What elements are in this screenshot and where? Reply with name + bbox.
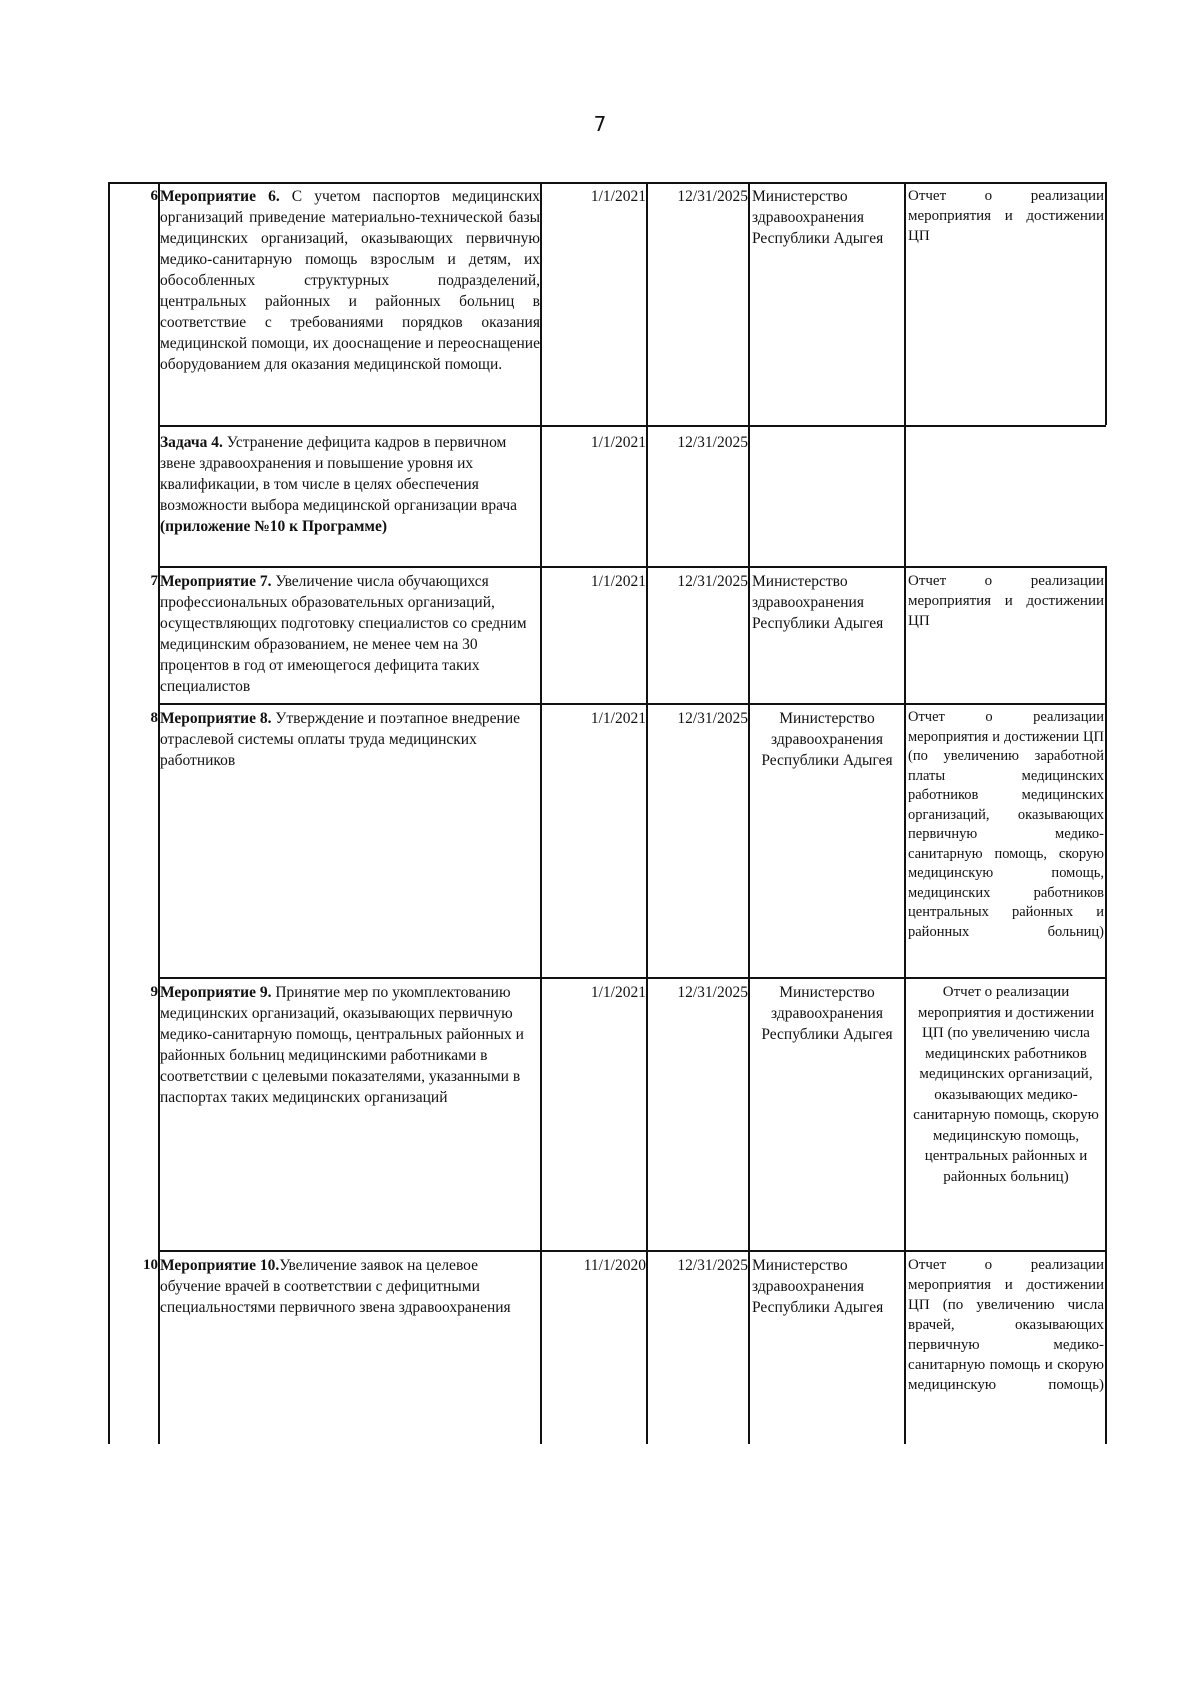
task-description xyxy=(160,432,540,537)
row-separator xyxy=(158,1250,1106,1252)
start-date: 1/1/2021 xyxy=(590,434,646,451)
row-title: Мероприятие 9. xyxy=(160,984,272,1001)
end-date: 12/31/2025 xyxy=(677,434,748,451)
row-separator xyxy=(158,425,1106,427)
page-number: 7 xyxy=(593,112,607,136)
end-date: 12/31/2025 xyxy=(677,710,748,727)
responsible: Министерство здравоохранения Республики Адыгея xyxy=(761,710,893,769)
row-text: С учетом паспортов медицинских организаций приведение материально-технической базы медицинских организаций, оказывающих первичную медико-санитарную помощь взрослым и детям, их обособленных структурных подразделений, центральных районных и районных больниц в соответствие с требованиями порядков оказания медицинской помощи, их дооснащение и переоснащение оборудованием для оказания медицинской помощи. xyxy=(160,188,540,373)
row-description xyxy=(160,186,540,375)
start-date: 11/1/2020 xyxy=(583,1257,646,1274)
table-border-top xyxy=(108,182,1106,184)
result: Отчет о реализации мероприятия и достижении ЦП xyxy=(908,188,1104,244)
activities-table xyxy=(108,182,1108,1444)
row-number: 7 xyxy=(150,573,158,589)
row-description xyxy=(160,982,540,1108)
result: Отчет о реализации мероприятия и достижении ЦП (по увеличению числа врачей, оказывающих первичную медико-санитарную помощь и скорую медицинскую помощь) xyxy=(908,1257,1104,1393)
row-number: 8 xyxy=(150,710,158,726)
end-date: 12/31/2025 xyxy=(677,188,748,205)
result-cell-border xyxy=(1105,703,1107,977)
row-text: Принятие мер по укомплектованию медицинских организаций, оказывающих первичную медико-санитарную помощь, центральных районных и районных больниц медицинскими работниками в соответствии с целевыми показателями, указанными в паспортах таких медицинских организаций xyxy=(160,984,524,1106)
row-separator xyxy=(158,703,1106,705)
row-description xyxy=(160,571,540,697)
result: Отчет о реализации мероприятия и достижении ЦП (по увеличению заработной платы медицинских работников медицинских организаций, оказывающих первичную медико-санитарную помощь, скорую медицинскую помощь, медицинских работников центральных районных и районных больниц) xyxy=(908,709,1104,940)
start-date: 1/1/2021 xyxy=(590,188,646,205)
responsible: Министерство здравоохранения Республики Адыгея xyxy=(761,984,893,1043)
result: Отчет о реализации мероприятия и достижении ЦП xyxy=(908,573,1104,629)
end-date: 12/31/2025 xyxy=(677,984,748,1001)
column-divider-responsible xyxy=(904,182,906,1444)
column-divider-end xyxy=(748,182,750,1444)
task-text: Устранение дефицита кадров в первичном звене здравоохранения и повышение уровня их квалификации, в том числе в целях обеспечения возможности выбора медицинской организации врача xyxy=(160,434,518,514)
result-cell-border xyxy=(1105,977,1107,1250)
start-date: 1/1/2021 xyxy=(590,710,646,727)
row-number: 10 xyxy=(143,1257,158,1273)
row-number: 9 xyxy=(150,984,158,1000)
responsible: Министерство здравоохранения Республики Адыгея xyxy=(752,1257,884,1316)
start-date: 1/1/2021 xyxy=(590,573,646,590)
row-description xyxy=(160,1255,540,1318)
responsible: Министерство здравоохранения Республики Адыгея xyxy=(752,188,884,247)
task-appendix: (приложение №10 к Программе) xyxy=(160,518,387,535)
row-title: Мероприятие 7. xyxy=(160,573,272,590)
result: Отчет о реализации мероприятия и достижении ЦП (по увеличению числа медицинских работников медицинских организаций, оказывающих медико-санитарную помощь, скорую медицинскую помощь, центральных районных и районных больниц) xyxy=(913,984,1099,1185)
end-date: 12/31/2025 xyxy=(677,573,748,590)
row-text: Увеличение числа обучающихся профессиональных образовательных организаций, осуществляющих подготовку специалистов со средним медицинским образованием, не менее чем на 30 процентов в год от имеющегося дефицита таких специалистов xyxy=(160,573,527,695)
row-title: Мероприятие 6. xyxy=(160,188,280,205)
task-title: Задача 4. xyxy=(160,434,223,451)
row-text: Увеличение заявок на целевое обучение врачей в соответствии с дефицитными специальностями первичного звена здравоохранения xyxy=(160,1257,511,1316)
row-separator xyxy=(158,566,1106,568)
row-description xyxy=(160,708,540,771)
end-date: 12/31/2025 xyxy=(677,1257,748,1274)
row-title: Мероприятие 10. xyxy=(160,1257,280,1274)
responsible: Министерство здравоохранения Республики Адыгея xyxy=(752,573,884,632)
result-cell-border xyxy=(1105,566,1107,703)
result-cell-border xyxy=(1105,182,1107,425)
result-cell-border xyxy=(1105,1250,1107,1444)
row-title: Мероприятие 8. xyxy=(160,710,272,727)
start-date: 1/1/2021 xyxy=(590,984,646,1001)
row-text: Утверждение и поэтапное внедрение отраслевой системы оплаты труда медицинских работников xyxy=(160,710,521,769)
row-number: 6 xyxy=(150,188,158,204)
row-separator xyxy=(158,977,1106,979)
